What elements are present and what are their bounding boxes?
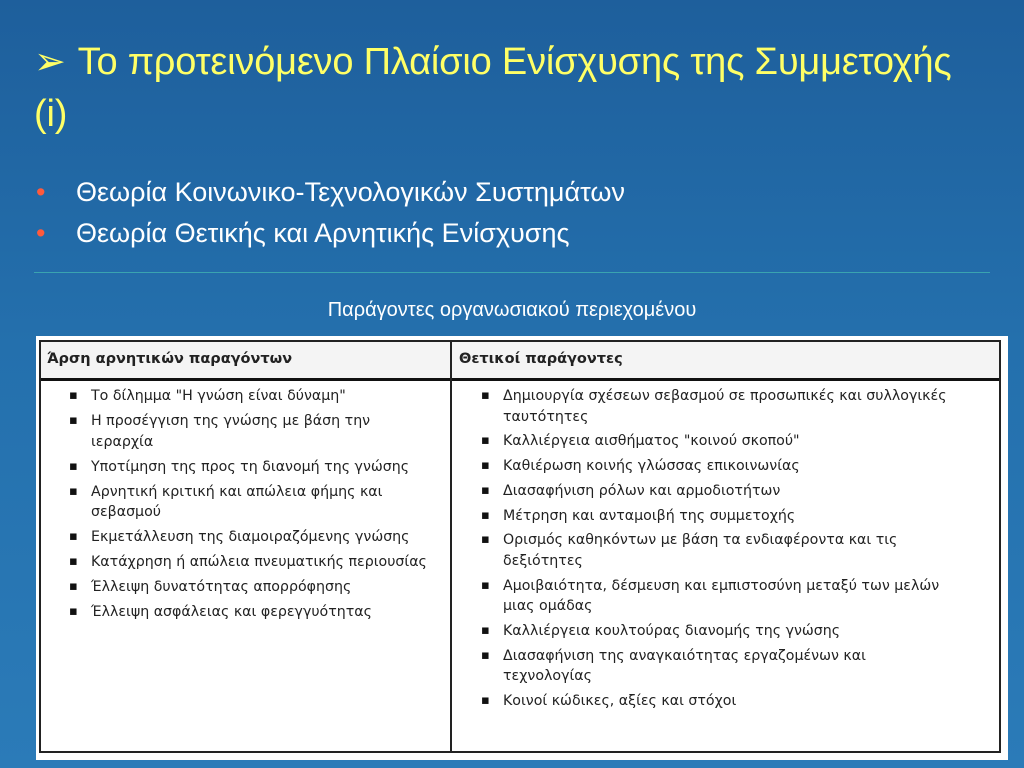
negative-factors-list <box>69 386 429 627</box>
header-negative-factors: Άρση αρνητικών παραγόντων <box>47 351 293 367</box>
column-divider <box>450 342 452 751</box>
positive-factors-list <box>481 386 951 716</box>
bullet-list <box>36 172 625 254</box>
list-item: ▪ Διασαφήνιση ρόλων και αρμοδιοτήτων <box>481 481 951 502</box>
list-item: ▪ Δημιουργία σχέσεων σεβασμού σε προσωπικές και συλλογικές ταυτότητες <box>481 386 951 427</box>
bullet-item <box>36 172 625 213</box>
list-item: ▪ Η προσέγγιση της γνώσης με βάση την ιεραρχία <box>69 411 429 452</box>
factors-table <box>39 340 1001 753</box>
list-item: ▪ Ορισμός καθηκόντων με βάση τα ενδιαφέροντα και τις δεξιότητες <box>481 530 951 571</box>
list-item: ▪ Το δίλημμα "Η γνώση είναι δύναμη" <box>69 386 429 407</box>
list-item: ▪ Αρνητική κριτική και απώλεια φήμης και σεβασμού <box>69 482 429 523</box>
table-header-row <box>41 342 999 381</box>
list-item: ▪ Έλλειψη ασφάλειας και φερεγγυότητας <box>69 602 429 623</box>
list-item: ▪ Υποτίμηση της προς τη διανομή της γνώσης <box>69 457 429 478</box>
header-positive-factors: Θετικοί παράγοντες <box>459 351 623 367</box>
arrow-bullet-icon: ➢ <box>34 41 66 83</box>
bullet-dot-icon: • <box>36 218 46 248</box>
list-item: ▪ Καλλιέργεια αισθήματος "κοινού σκοπού" <box>481 431 951 452</box>
list-item: ▪ Καλλιέργεια κουλτούρας διανομής της γνώσης <box>481 621 951 642</box>
list-item: ▪ Αμοιβαιότητα, δέσμευση και εμπιστοσύνη μεταξύ των μελών μιας ομάδας <box>481 576 951 617</box>
list-item: ▪ Εκμετάλλευση της διαμοιραζόμενης γνώσης <box>69 527 429 548</box>
bullet-text: Θεωρία Θετικής και Αρνητικής Ενίσχυσης <box>76 218 570 248</box>
list-item: ▪ Κατάχρηση ή απώλεια πνευματικής περιουσίας <box>69 552 429 573</box>
factors-table-image <box>36 336 1008 760</box>
list-item: ▪ Κοινοί κώδικες, αξίες και στόχοι <box>481 691 951 712</box>
list-item: ▪ Καθιέρωση κοινής γλώσσας επικοινωνίας <box>481 456 951 477</box>
divider <box>34 272 990 273</box>
bullet-item <box>36 213 625 254</box>
list-item: ▪ Διασαφήνιση της αναγκαιότητας εργαζομένων και τεχνολογίας <box>481 646 951 687</box>
table-caption: Παράγοντες οργανωσιακού περιεχομένου <box>327 299 697 321</box>
list-item: ▪ Μέτρηση και ανταμοιβή της συμμετοχής <box>481 506 951 527</box>
bullet-text: Θεωρία Κοινωνικο-Τεχνολογικών Συστημάτων <box>76 177 625 207</box>
list-item: ▪ Έλλειψη δυνατότητας απορρόφησης <box>69 577 429 598</box>
slide-title <box>34 36 994 140</box>
slide-title-text: Το προτεινόμενο Πλαίσιο Ενίσχυσης της Συμμετοχής (i) <box>34 41 952 135</box>
bullet-dot-icon: • <box>36 177 46 207</box>
